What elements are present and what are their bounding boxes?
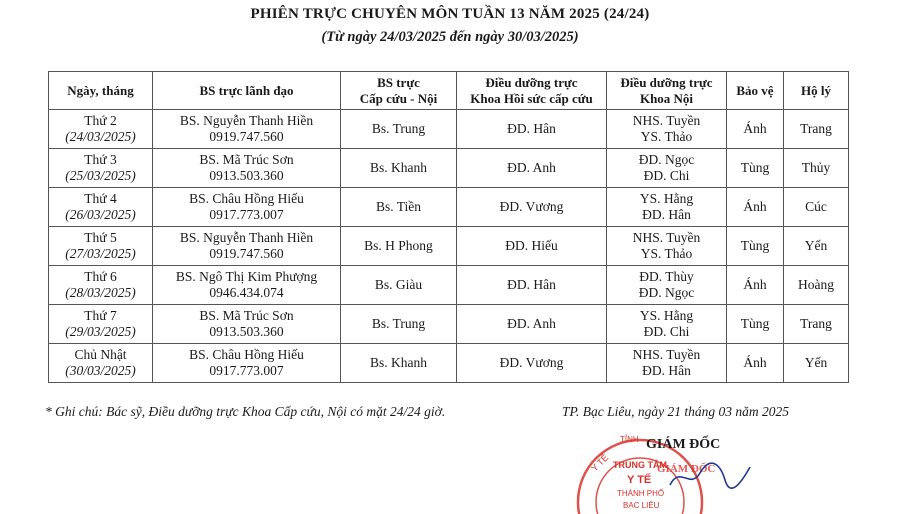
icu-nurse: ĐD. Vương (499, 355, 564, 370)
svg-text:TRUNG TÂM: TRUNG TÂM (613, 460, 667, 470)
date: (24/03/2025) (65, 129, 136, 144)
svg-text:GIÁM ĐỐC: GIÁM ĐỐC (657, 463, 715, 475)
orderly: Yến (804, 238, 828, 253)
guard-cell (727, 305, 784, 344)
icu-nurse: ĐD. Anh (507, 160, 556, 175)
icu-nurse-cell (457, 110, 607, 149)
column-header-line: Điều dưỡng trực (485, 74, 578, 90)
day-cell (49, 188, 153, 227)
phone: 0919.747.560 (209, 246, 284, 261)
guard-cell (727, 266, 784, 305)
er-doctor: Bs. H Phong (364, 238, 433, 253)
ward-nurse-1: ĐD. Thùy (639, 269, 694, 284)
leader: BS. Ngô Thị Kim Phượng (175, 269, 318, 284)
guard: Tùng (740, 316, 770, 331)
column-header-line: Cấp cứu - Nội (359, 90, 438, 106)
table-header-row (49, 72, 849, 110)
orderly: Hoàng (798, 277, 834, 292)
day: Thứ 5 (84, 230, 117, 245)
leader-cell (153, 266, 341, 305)
guard: Ánh (743, 199, 767, 214)
guard: Ánh (743, 121, 767, 136)
date: (25/03/2025) (65, 168, 136, 183)
guard-cell (727, 227, 784, 266)
ward-nurse-1: NHS. Tuyền (632, 230, 701, 245)
er-doctor-cell (341, 149, 457, 188)
column-header (607, 72, 727, 110)
er-doctor: Bs. Trung (371, 316, 426, 331)
column-header (784, 72, 849, 110)
column-header (153, 72, 341, 110)
date: (27/03/2025) (65, 246, 136, 261)
table-body (49, 110, 849, 383)
column-header-line: BS trực (377, 74, 420, 90)
ward-nurse-2: ĐD. Chi (643, 324, 690, 339)
day: Thứ 4 (84, 191, 117, 206)
ward-nurse-2: ĐD. Hân (642, 207, 691, 222)
ward-nurse-2: ĐD. Hân (642, 363, 691, 378)
column-header-line: Ngày, tháng (67, 82, 134, 98)
phone: 0913.503.360 (209, 324, 284, 339)
er-doctor: Bs. Khanh (370, 355, 427, 370)
column-header-line: Bảo vệ (736, 82, 774, 98)
day: Thứ 2 (84, 113, 117, 128)
leader: BS. Châu Hồng Hiếu (189, 347, 304, 362)
orderly: Thủy (801, 160, 831, 175)
leader-cell (153, 188, 341, 227)
ward-nurse-2: YS. Thảo (640, 129, 693, 144)
leader: BS. Nguyễn Thanh Hiền (179, 113, 314, 128)
orderly-cell (784, 266, 849, 305)
orderly: Yến (804, 355, 828, 370)
column-header-line: Điều dưỡng trực (620, 74, 713, 90)
date: (28/03/2025) (65, 285, 136, 300)
column-header-line: Hộ lý (801, 82, 831, 98)
orderly: Cúc (805, 199, 827, 214)
svg-text:Y TẾ: Y TẾ (589, 452, 611, 474)
ward-nurse-1: ĐD. Ngọc (638, 152, 695, 167)
guard-cell (727, 344, 784, 383)
column-header (341, 72, 457, 110)
icu-nurse: ĐD. Hân (507, 277, 556, 292)
phone: 0946.434.074 (209, 285, 284, 300)
guard: Tùng (740, 160, 770, 175)
table-row (49, 266, 849, 305)
table-row (49, 149, 849, 188)
guard-cell (727, 110, 784, 149)
icu-nurse: ĐD. Hân (507, 121, 556, 136)
column-header-line: BS trực lãnh đạo (199, 82, 294, 98)
guard: Ánh (743, 277, 767, 292)
svg-text:THÀNH PHỐ: THÀNH PHỐ (617, 489, 665, 498)
icu-nurse-cell (457, 344, 607, 383)
day-cell (49, 305, 153, 344)
guard: Tùng (740, 238, 770, 253)
day-cell (49, 149, 153, 188)
table-row (49, 110, 849, 149)
ward-nurse-cell (607, 110, 727, 149)
ward-nurse-cell (607, 344, 727, 383)
table-row (49, 188, 849, 227)
icu-nurse-cell (457, 188, 607, 227)
ward-nurse-cell (607, 305, 727, 344)
ward-nurse-cell (607, 227, 727, 266)
svg-text:BẠC LIÊU: BẠC LIÊU (623, 501, 660, 510)
ward-nurse-2: ĐD. Chi (643, 168, 690, 183)
orderly: Trang (800, 121, 832, 136)
icu-nurse-cell (457, 305, 607, 344)
day: Thứ 3 (84, 152, 117, 167)
ward-nurse-1: YS. Hằng (639, 191, 694, 206)
day-cell (49, 227, 153, 266)
er-doctor: Bs. Khanh (370, 160, 427, 175)
er-doctor-cell (341, 188, 457, 227)
day: Thứ 7 (84, 308, 117, 323)
leader-cell (153, 110, 341, 149)
document-title: PHIÊN TRỰC CHUYÊN MÔN TUẦN 13 NĂM 2025 (24/24) (250, 6, 650, 22)
table-row (49, 227, 849, 266)
orderly-cell (784, 305, 849, 344)
column-header (49, 72, 153, 110)
date: (30/03/2025) (65, 363, 136, 378)
date: (26/03/2025) (65, 207, 136, 222)
svg-text:TỈNH: TỈNH (620, 435, 639, 444)
director-title: GIÁM ĐỐC (646, 437, 721, 452)
footnote: * Ghi chú: Bác sỹ, Điều dưỡng trực Khoa Cấp cứu, Nội có mặt 24/24 giờ. (45, 404, 446, 419)
er-doctor-cell (341, 266, 457, 305)
er-doctor-cell (341, 344, 457, 383)
er-doctor-cell (341, 305, 457, 344)
icu-nurse: ĐD. Vương (499, 199, 564, 214)
day: Chủ Nhật (74, 347, 127, 362)
place-date: TP. Bạc Liêu, ngày 21 tháng 03 năm 2025 (562, 404, 789, 419)
icu-nurse-cell (457, 149, 607, 188)
er-doctor: Bs. Trung (371, 121, 426, 136)
phone: 0917.773.007 (209, 363, 284, 378)
ward-nurse-cell (607, 149, 727, 188)
icu-nurse-cell (457, 227, 607, 266)
guard: Ánh (743, 355, 767, 370)
er-doctor: Bs. Giàu (374, 277, 423, 292)
phone: 0917.773.007 (209, 207, 284, 222)
er-doctor: Bs. Tiền (375, 199, 422, 214)
orderly-cell (784, 227, 849, 266)
ward-nurse-2: YS. Thảo (640, 246, 693, 261)
leader: BS. Châu Hồng Hiếu (189, 191, 304, 206)
er-doctor-cell (341, 110, 457, 149)
orderly-cell (784, 344, 849, 383)
table-row (49, 344, 849, 383)
svg-text:Y TẾ: Y TẾ (627, 474, 652, 486)
table-row (49, 305, 849, 344)
document-subtitle: (Từ ngày 24/03/2025 đến ngày 30/03/2025) (321, 29, 579, 45)
orderly-cell (784, 149, 849, 188)
ward-nurse-cell (607, 266, 727, 305)
guard-cell (727, 149, 784, 188)
phone: 0913.503.360 (209, 168, 284, 183)
day-cell (49, 344, 153, 383)
column-header-line: Khoa Nội (639, 90, 694, 106)
leader-cell (153, 344, 341, 383)
icu-nurse: ĐD. Hiếu (505, 238, 558, 253)
column-header (727, 72, 784, 110)
leader: BS. Mã Trúc Sơn (199, 152, 294, 167)
leader-cell (153, 305, 341, 344)
orderly-cell (784, 188, 849, 227)
date: (29/03/2025) (65, 324, 136, 339)
er-doctor-cell (341, 227, 457, 266)
day-cell (49, 110, 153, 149)
icu-nurse: ĐD. Anh (507, 316, 556, 331)
ward-nurse-2: ĐD. Ngọc (638, 285, 695, 300)
ward-nurse-1: YS. Hằng (639, 308, 694, 323)
phone: 0919.747.560 (209, 129, 284, 144)
duty-schedule-table (48, 71, 849, 383)
day-cell (49, 266, 153, 305)
ward-nurse-1: NHS. Tuyền (632, 113, 701, 128)
leader-cell (153, 227, 341, 266)
leader-cell (153, 149, 341, 188)
column-header (457, 72, 607, 110)
day: Thứ 6 (84, 269, 117, 284)
ward-nurse-cell (607, 188, 727, 227)
director-signature (665, 455, 755, 495)
orderly-cell (784, 110, 849, 149)
column-header-line: Khoa Hồi sức cấp cứu (470, 90, 593, 106)
guard-cell (727, 188, 784, 227)
ward-nurse-1: NHS. Tuyền (632, 347, 701, 362)
icu-nurse-cell (457, 266, 607, 305)
orderly: Trang (800, 316, 832, 331)
leader: BS. Nguyễn Thanh Hiền (179, 230, 314, 245)
leader: BS. Mã Trúc Sơn (199, 308, 294, 323)
